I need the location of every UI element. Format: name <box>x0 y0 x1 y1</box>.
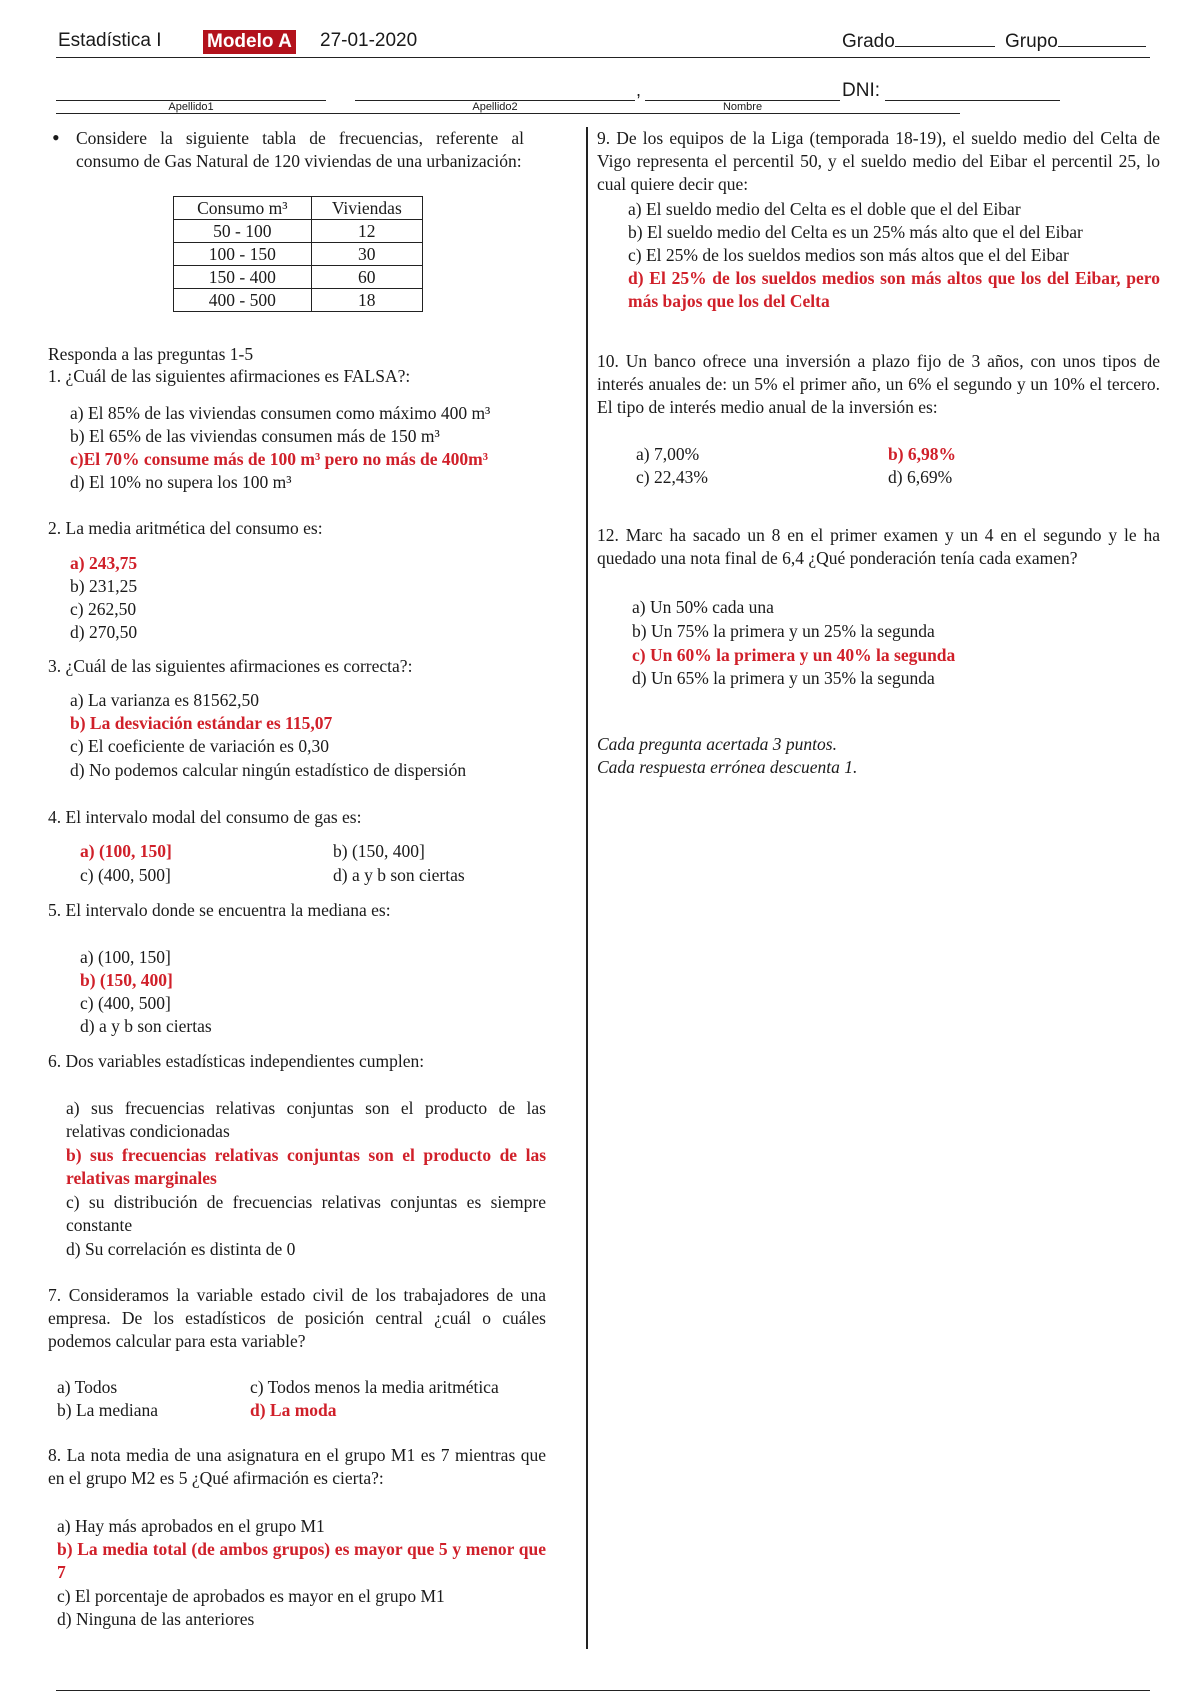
q12-option-d[interactable]: d) Un 65% la primera y un 35% la segunda <box>632 668 935 688</box>
table-row: 400 - 500 18 <box>174 289 423 312</box>
scoring-wrong: Cada respuesta errónea descuenta 1. <box>597 757 858 777</box>
q8-option-d[interactable]: d) Ninguna de las anteriores <box>57 1609 255 1629</box>
grupo-field[interactable] <box>1058 30 1146 47</box>
apellido1-caption: Apellido1 <box>168 101 214 113</box>
dni-label: DNI: <box>842 80 880 101</box>
name-comma: , <box>636 80 642 100</box>
table-row: 50 - 100 12 <box>174 220 423 243</box>
nombre-caption: Nombre <box>722 101 763 113</box>
q6-question: 6. Dos variables estadísticas independientes cumplen: <box>48 1051 425 1071</box>
course-title: Estadística I <box>58 30 162 51</box>
q5-option-c[interactable]: c) (400, 500] <box>80 993 171 1013</box>
q1-option-a[interactable]: a) El 85% de las viviendas consumen como máximo 400 m³ <box>70 403 491 423</box>
q4-option-c[interactable]: c) (400, 500] <box>80 865 171 885</box>
q1-option-c-correct[interactable]: c)El 70% consume más de 100 m³ pero no más de 400m³ <box>70 449 489 469</box>
q10-question: 10. Un banco ofrece una inversión a plazo fijo de 3 años, con unos tipos de interés anuales de: un 5% el primer año, un 6% el segundo y un 10% el tercero. El tipo de interés medio anual de la inversión es: <box>597 351 1160 417</box>
q3-question: 3. ¿Cuál de las siguientes afirmaciones es correcta?: <box>48 656 413 676</box>
intro-text: Considere la siguiente tabla de frecuencias, referente al consumo de Gas Natural de 120 viviendas de una urbanización: <box>76 128 524 171</box>
q12-option-b[interactable]: b) Un 75% la primera y un 25% la segunda <box>632 621 935 641</box>
q9-option-c[interactable]: c) El 25% de los sueldos medios son más altos que el del Eibar <box>628 245 1069 265</box>
q1-option-b[interactable]: b) El 65% de las viviendas consumen más de 150 m³ <box>70 426 440 446</box>
q4-option-d[interactable]: d) a y b son ciertas <box>333 865 465 885</box>
q1-option-d[interactable]: d) El 10% no supera los 100 m³ <box>70 472 292 492</box>
instruction-text: Responda a las preguntas 1-5 <box>48 344 254 364</box>
q7-option-c[interactable]: c) Todos menos la media aritmética <box>250 1377 499 1397</box>
q2-question: 2. La media aritmética del consumo es: <box>48 518 323 538</box>
q5-option-d[interactable]: d) a y b son ciertas <box>80 1016 212 1036</box>
name-rule <box>56 113 960 114</box>
q10-option-d[interactable]: d) 6,69% <box>888 467 953 487</box>
table-row: 150 - 400 60 <box>174 266 423 289</box>
q4-option-a-correct[interactable]: a) (100, 150] <box>80 841 172 861</box>
q10-option-a[interactable]: a) 7,00% <box>636 444 700 464</box>
table-header-consumo: Consumo m³ <box>174 197 312 220</box>
grupo-label: Grupo <box>1005 30 1146 53</box>
q9-option-b[interactable]: b) El sueldo medio del Celta es un 25% más alto que el del Eibar <box>628 222 1083 242</box>
exam-date: 27-01-2020 <box>320 30 418 51</box>
q12-option-a[interactable]: a) Un 50% cada una <box>632 597 774 617</box>
q6-option-a[interactable]: a) sus frecuencias relativas conjuntas son el producto de las relativas condicionadas <box>66 1098 546 1141</box>
q9-option-a[interactable]: a) El sueldo medio del Celta es el doble que el del Eibar <box>628 199 1021 219</box>
q6-option-d[interactable]: d) Su correlación es distinta de 0 <box>66 1239 296 1259</box>
q5-question: 5. El intervalo donde se encuentra la mediana es: <box>48 900 391 920</box>
q7-option-a[interactable]: a) Todos <box>57 1377 118 1397</box>
grado-field[interactable] <box>895 30 995 47</box>
table-row: 100 - 150 30 <box>174 243 423 266</box>
q3-option-c[interactable]: c) El coeficiente de variación es 0,30 <box>70 736 329 756</box>
q12-question: 12. Marc ha sacado un 8 en el primer examen y un 4 en el segundo y le ha quedado una nota final de 6,4 ¿Qué ponderación tenía cada examen? <box>597 525 1160 568</box>
q8-option-c[interactable]: c) El porcentaje de aprobados es mayor en el grupo M1 <box>57 1586 445 1606</box>
q6-option-c[interactable]: c) su distribución de frecuencias relativas conjuntas es siempre constante <box>66 1192 546 1235</box>
q6-option-b-correct[interactable]: b) sus frecuencias relativas conjuntas son el producto de las relativas marginales <box>66 1145 546 1188</box>
scoring-correct: Cada pregunta acertada 3 puntos. <box>597 734 837 754</box>
q3-option-a[interactable]: a) La varianza es 81562,50 <box>70 690 260 710</box>
q2-option-b[interactable]: b) 231,25 <box>70 576 138 596</box>
table-header-viviendas: Viviendas <box>311 197 422 220</box>
q4-option-b[interactable]: b) (150, 400] <box>333 841 425 861</box>
q12-option-c-correct[interactable]: c) Un 60% la primera y un 40% la segunda <box>632 645 956 665</box>
q9-option-d-correct[interactable]: d) El 25% de los sueldos medios son más altos que los del Eibar, pero más bajos que los del Celta <box>628 268 1160 311</box>
q7-option-b[interactable]: b) La mediana <box>57 1400 159 1420</box>
q8-option-a[interactable]: a) Hay más aprobados en el grupo M1 <box>57 1516 325 1536</box>
column-divider <box>586 127 588 1649</box>
q5-option-a[interactable]: a) (100, 150] <box>80 947 171 967</box>
q10-option-c[interactable]: c) 22,43% <box>636 467 708 487</box>
footer-rule <box>56 1690 1150 1691</box>
q1-question: 1. ¿Cuál de las siguientes afirmaciones es FALSA?: <box>48 366 411 386</box>
bullet-icon: • <box>52 125 60 150</box>
dni-field[interactable] <box>885 100 1060 101</box>
q7-question: 7. Consideramos la variable estado civil de los trabajadores de una empresa. De los estadísticos de posición central ¿cuál o cuáles podemos calcular para esta variable? <box>48 1285 546 1351</box>
q2-option-a-correct[interactable]: a) 243,75 <box>70 553 138 573</box>
q2-option-d[interactable]: d) 270,50 <box>70 622 138 642</box>
model-badge: Modelo A <box>203 30 296 54</box>
q3-option-d[interactable]: d) No podemos calcular ningún estadístico de dispersión <box>70 760 467 780</box>
q8-option-b-correct[interactable]: b) La media total (de ambos grupos) es mayor que 5 y menor que 7 <box>57 1539 546 1582</box>
q2-option-c[interactable]: c) 262,50 <box>70 599 137 619</box>
frequency-table <box>173 196 423 312</box>
q4-question: 4. El intervalo modal del consumo de gas es: <box>48 807 362 827</box>
apellido2-caption: Apellido2 <box>472 101 518 113</box>
header-rule <box>56 57 1150 58</box>
q3-option-b-correct[interactable]: b) La desviación estándar es 115,07 <box>70 713 333 733</box>
q9-question: 9. De los equipos de la Liga (temporada 18-19), el sueldo medio del Celta de Vigo representa el percentil 50, y el sueldo medio del Eibar el percentil 25, lo cual quiere decir que: <box>597 128 1160 194</box>
q7-option-d-correct[interactable]: d) La moda <box>250 1400 337 1420</box>
q8-question: 8. La nota media de una asignatura en el grupo M1 es 7 mientras que en el grupo M2 es 5 ¿Qué afirmación es cierta?: <box>48 1445 546 1488</box>
grado-label: Grado <box>842 30 995 53</box>
q10-option-b-correct[interactable]: b) 6,98% <box>888 444 957 464</box>
q5-option-b-correct[interactable]: b) (150, 400] <box>80 970 173 990</box>
